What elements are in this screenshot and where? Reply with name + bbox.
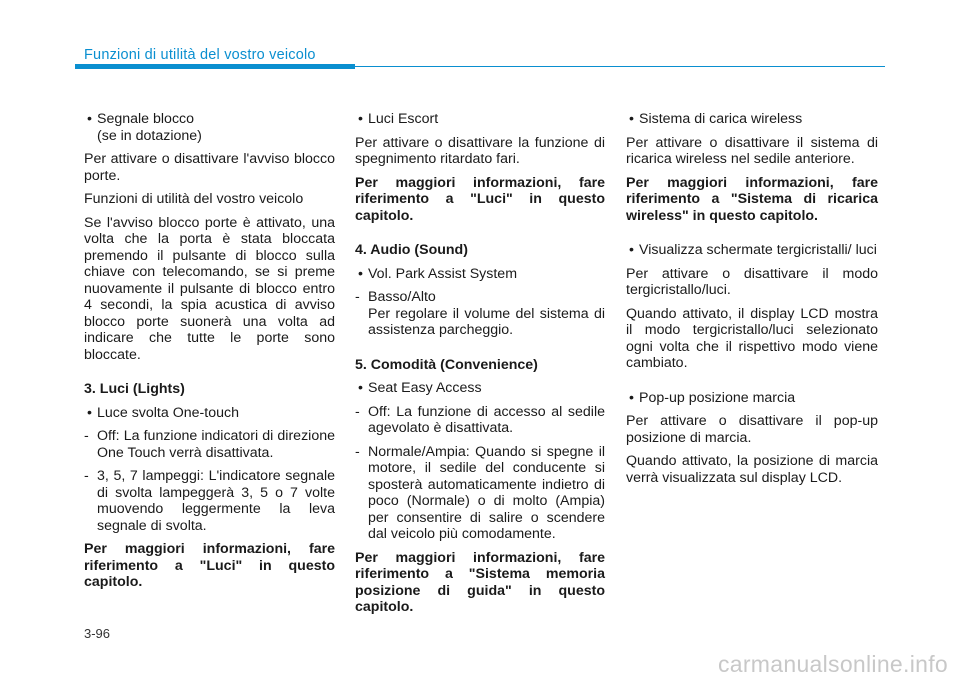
paragraph: Funzioni di utilità del vostro veicolo [84, 191, 304, 207]
bullet-item [626, 390, 878, 407]
dash-marker: - [84, 428, 89, 444]
bullet-item [626, 242, 878, 259]
dash-text: Per regolare il volume del sistema di assistenza parcheggio. [368, 305, 605, 338]
paragraph: Per attivare o disattivare la funzione di spegnimento ritardato fari. [355, 134, 605, 167]
dash-item [84, 428, 335, 461]
dash-text: Off: La funzione di accesso al sedile agevolato è disattivata. [368, 403, 605, 436]
bullet-text: Luci Escort [368, 111, 439, 127]
bullet-subtext: (se in dotazione) [97, 127, 202, 144]
dash-marker: - [355, 443, 360, 460]
bullet-marker: • [629, 111, 634, 127]
bullet-text: Visualizza schermate tergicristalli/ luci [639, 242, 877, 258]
dash-text: Off: La funzione indicatori di direzione One Touch verrà disattivata. [97, 428, 335, 461]
bullet-marker: • [358, 380, 363, 396]
dash-marker: - [355, 403, 360, 420]
dash-item [355, 289, 605, 339]
paragraph: Per attivare o disattivare il modo tergicristallo/luci. [626, 265, 878, 298]
watermark: carmanualsonline.info [717, 651, 948, 677]
dash-item [355, 404, 605, 437]
header-rule-thin [355, 66, 885, 67]
dash-text: Normale/Ampia: Quando si spegne il motore, il sedile del conducente si sposterà automaticamente indietro di poco (Normale) o di molto (Ampia) per consentire di salire o scendere dal veicolo più comodamente. [368, 443, 605, 542]
bullet-marker: • [87, 111, 92, 127]
dash-title: Basso/Alto [368, 289, 436, 305]
paragraph: Per attivare o disattivare il pop-up posizione di marcia. [626, 413, 878, 446]
reference-note: Per maggiori informazioni, fare riferimento a "Sistema di ricarica wireless" in questo capitolo. [626, 174, 878, 224]
bullet-marker: • [358, 265, 363, 282]
column-right [626, 111, 878, 493]
column-left [84, 111, 335, 598]
paragraph: Per attivare o disattivare l'avviso blocco porte. [84, 151, 335, 184]
dash-item [84, 468, 335, 534]
bullet-text: Pop-up posizione marcia [639, 389, 796, 406]
page-number: 3-96 [84, 626, 111, 641]
section-heading: 4. Audio (Sound) [355, 242, 468, 258]
dash-text: 3, 5, 7 lampeggi: L'indicatore segnale di svolta lampeggerà 3, 5 o 7 volte muovendo leggermente la leva segnale di svolta. [97, 468, 335, 534]
paragraph: Se l'avviso blocco porte è attivato, una volta che la porta è stata bloccata premendo il pulsante di blocco sulla chiave con telecomando, se si preme nuovamente il pulsante di blocco entro 4 secondi, la spia acustica di avviso blocco porte suonerà una volta ad indicare che tutte le porte sono bloccate. [84, 214, 335, 363]
bullet-text: Segnale blocco [97, 111, 195, 127]
bullet-item [355, 380, 605, 397]
reference-note: Per maggiori informazioni, fare riferimento a "Luci" in questo capitolo. [355, 174, 605, 224]
paragraph: Per attivare o disattivare il sistema di ricarica wireless nel sedile anteriore. [626, 134, 878, 167]
bullet-text: Vol. Park Assist System [368, 265, 518, 282]
dash-marker: - [84, 468, 89, 484]
bullet-item [355, 266, 605, 283]
dash-item [355, 444, 605, 543]
bullet-item [355, 111, 605, 128]
bullet-item [84, 405, 335, 422]
reference-note: Per maggiori informazioni, fare riferimento a "Luci" in questo capitolo. [84, 541, 335, 590]
bullet-marker: • [87, 404, 92, 421]
bullet-item [626, 111, 878, 128]
section-title: Funzioni di utilità del vostro veicolo [84, 47, 316, 63]
bullet-item [84, 111, 335, 144]
paragraph: Quando attivato, il display LCD mostra il modo tergicristallo/luci selezionato ogni volta che il rispettivo modo viene cambiato. [626, 305, 878, 371]
section-heading: 3. Luci (Lights) [84, 381, 185, 397]
bullet-marker: • [358, 111, 363, 127]
bullet-text: Luce svolta One-touch [97, 404, 239, 421]
paragraph: Quando attivato, la posizione di marcia verrà visualizzata sul display LCD. [626, 453, 878, 486]
section-heading: 5. Comodità (Convenience) [355, 356, 538, 373]
header-rule-thick [75, 64, 355, 69]
bullet-marker: • [629, 389, 634, 406]
dash-marker: - [355, 289, 360, 305]
bullet-marker: • [629, 242, 634, 258]
bullet-text: Seat Easy Access [368, 380, 482, 396]
reference-note: Per maggiori informazioni, fare riferimento a "Sistema memoria posizione di guida" in questo capitolo. [355, 549, 605, 615]
bullet-text: Sistema di carica wireless [639, 111, 803, 127]
column-middle [355, 111, 605, 623]
